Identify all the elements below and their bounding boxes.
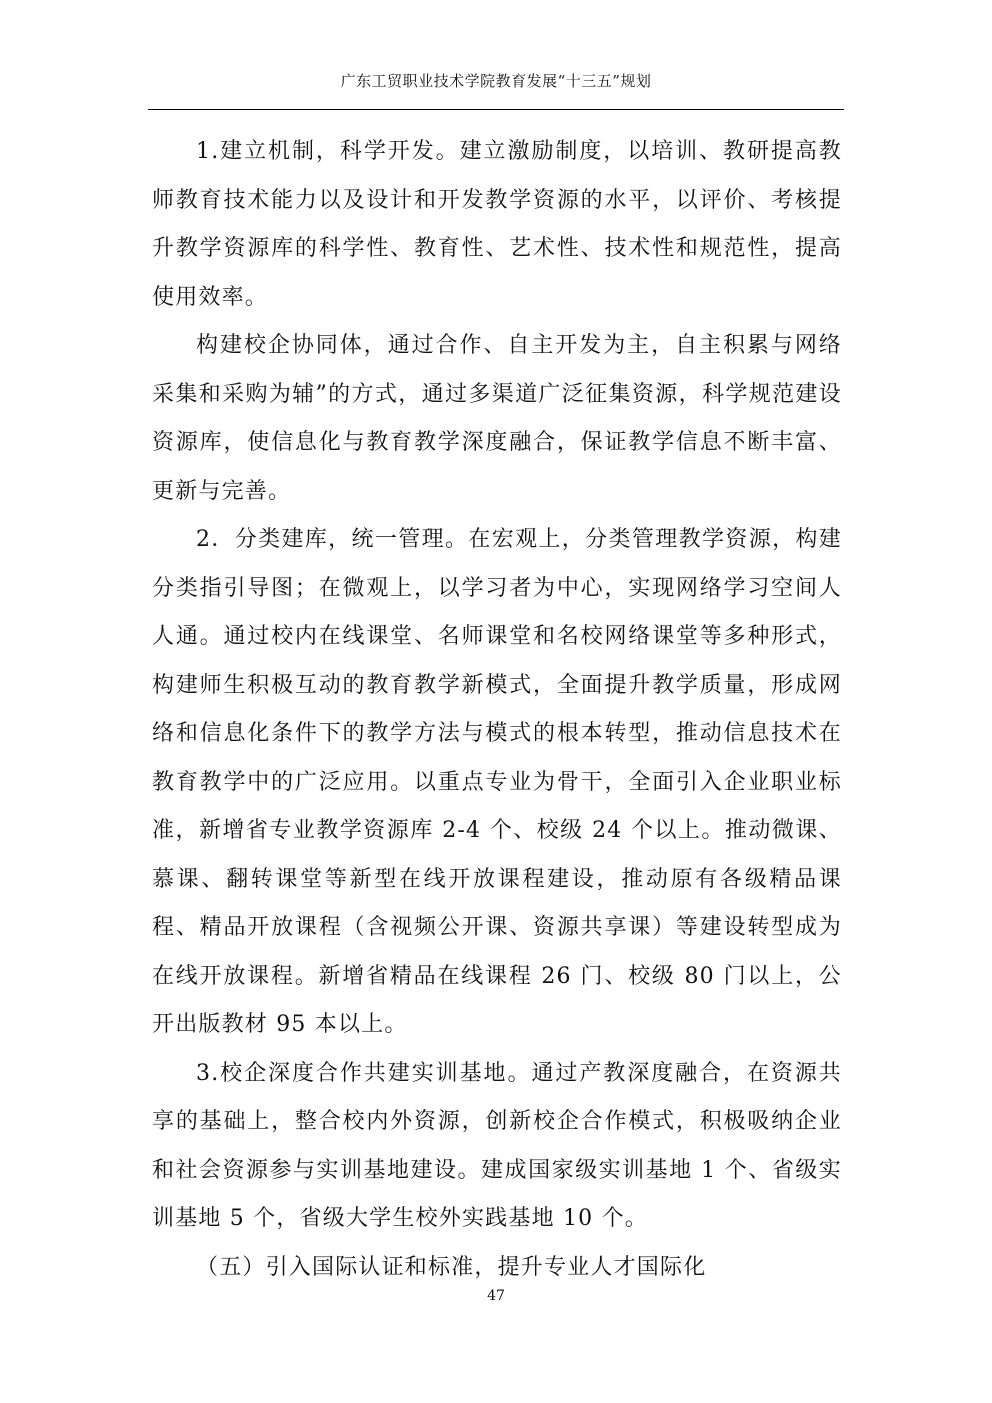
paragraph-classification: 2．分类建库，统一管理。在宏观上，分类管理教学资源，构建分类指引导图；在微观上，以学习者为中心，实现网络学习空间人人通。通过校内在线课堂、名师课堂和名校网络课堂等多种形式，构建师生积极互动的教育教学新模式，全面提升教学质量，形成网络和信息化条件下的教学方法与模式的根本转型，推动信息技术在教育教学中的广泛应用。以重点专业为骨干，全面引入企业职业标准，新增省专业教学资源库 2-4 个、校级 24 个以上。推动微课、慕课、翻转课堂等新型在线开放课程建设，推动原有各级精品课程、精品开放课程（含视频公开课、资源共享课）等建设转型成为在线开放课程。新增省精品在线课程 26 门、校级 80 门以上，公开出版教材 95 本以上。 [152, 527, 842, 1037]
section-heading-international: （五）引入国际认证和标准，提升专业人才国际化 [196, 1254, 707, 1280]
header-divider [148, 109, 844, 110]
page-number: 47 [487, 1288, 505, 1304]
document-body [152, 128, 842, 1292]
paragraph-collaboration: 构建校企协同体，通过合作、自主开发为主，自主积累与网络采集和采购为辅”的方式，通过多渠道广泛征集资源，科学规范建设资源库，使信息化与教育教学深度融合，保证教学信息不断丰富、更新与完善。 [152, 333, 842, 504]
paragraph-mechanism: 1.建立机制，科学开发。建立激励制度，以培训、教研提高教师教育技术能力以及设计和开发教学资源的水平，以评价、考核提升教学资源库的科学性、教育性、艺术性、技术性和规范性，提高使用效率。 [152, 139, 842, 310]
page-header-title: 广东工贸职业技术学院教育发展“十三五”规划 [340, 72, 652, 90]
paragraph-training-base: 3.校企深度合作共建实训基地。通过产教深度融合，在资源共享的基础上，整合校内外资源，创新校企合作模式，积极吸纳企业和社会资源参与实训基地建设。建成国家级实训基地 1 个、省级实训基地 5 个，省级大学生校外实践基地 10 个。 [152, 1060, 842, 1231]
